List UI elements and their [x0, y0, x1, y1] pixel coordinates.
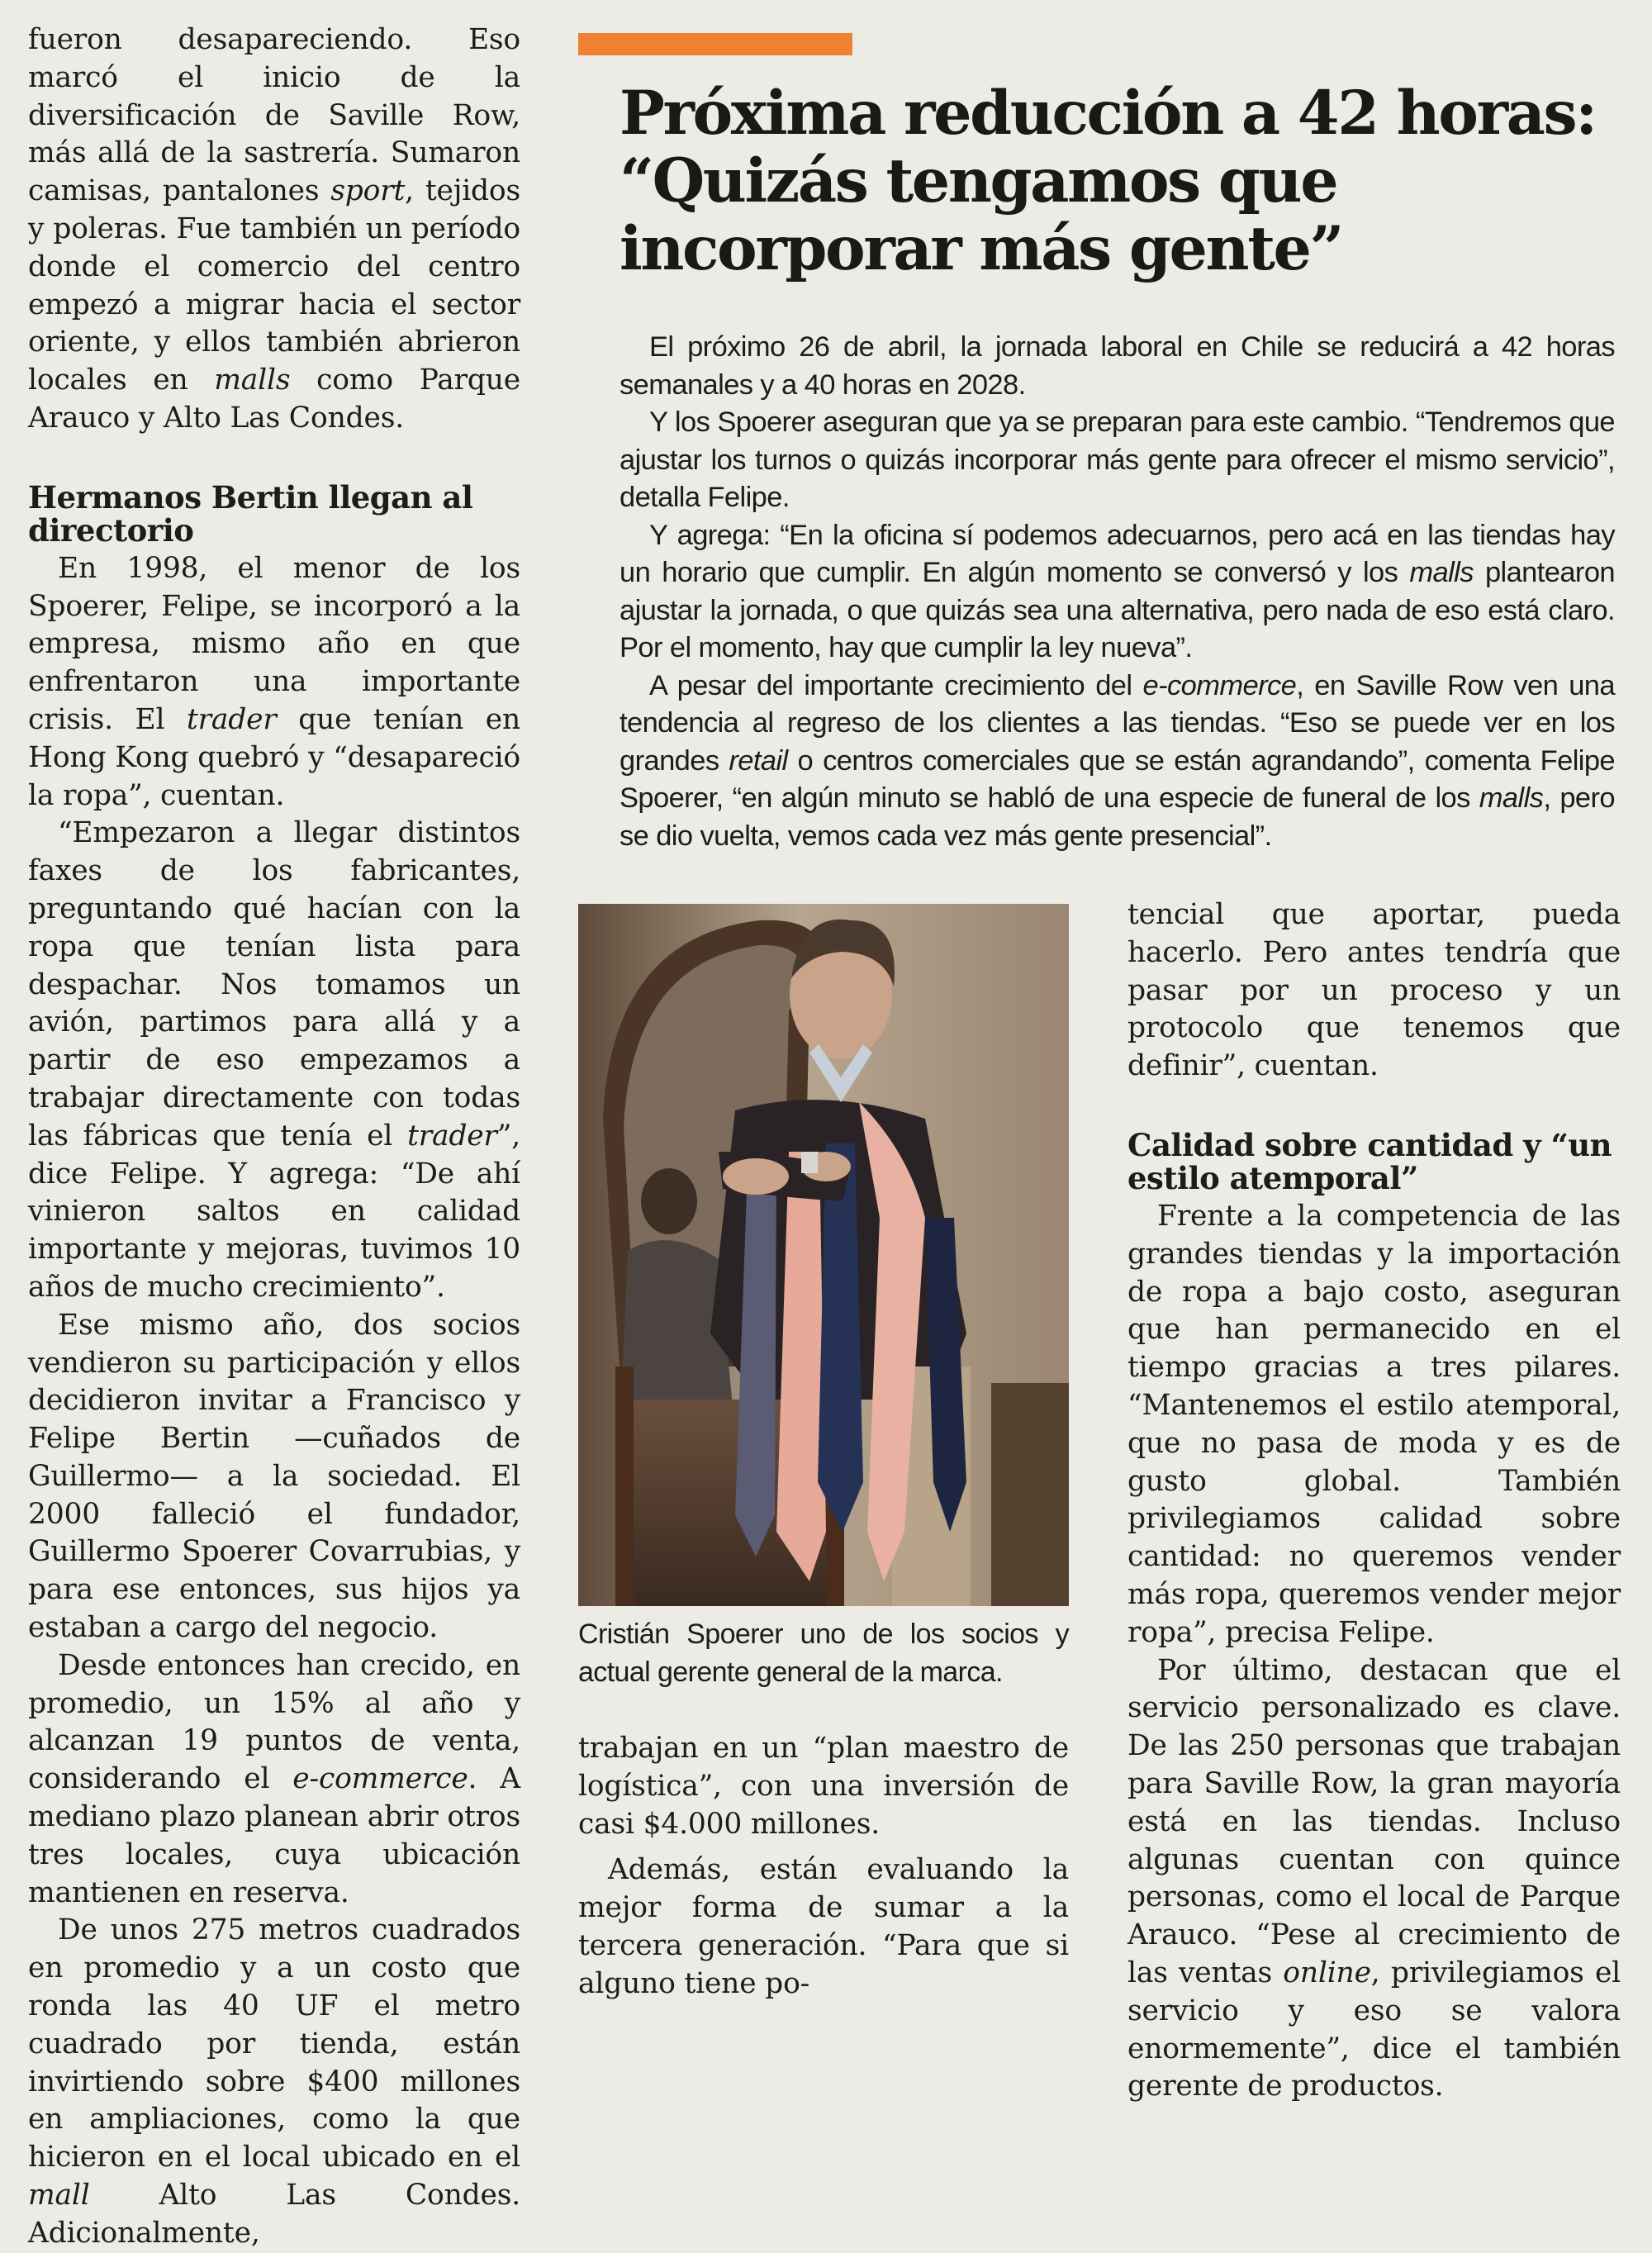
- photo-caption: Cristián Spoerer uno de los socios y actual gerente general de la marca.: [578, 1618, 1069, 1688]
- box-headline: Próxima reducción a 42 horas: “Quizás tengamos que incorporar más gente”: [620, 78, 1596, 284]
- paragraph: Por último, destacan que el servicio personalizado es clave. De las 250 personas que trabajan para Saville Row, la gran mayoría está en las tiendas. Incluso algunas cuentan con quince personas, como el local de Parque Arauco. “Pese al crecimiento de las ventas online, privilegiamos el servicio y eso se valora enormemente”, dice el también gerente de productos.: [1127, 1653, 1621, 2103]
- accent-bar: [578, 33, 852, 55]
- section-subheading: Calidad sobre cantidad y “un estilo atemporal”: [1127, 1126, 1612, 1196]
- paragraph: De unos 275 metros cuadrados en promedio y a un costo que ronda las 40 UF el metro cuadrado por tienda, están invirtiendo sobre $400 millones en ampliaciones, como la que hicieron en el local ubicado en el mall Alto Las Condes. Adicionalmente,: [28, 1913, 520, 2250]
- photo-illustration: [578, 904, 1069, 1606]
- paragraph: Desde entonces han crecido, en promedio, un 15% al año y alcanzan 19 puntos de venta, considerando el e-commerce. A mediano plazo planean abrir otros tres locales, cuya ubicación mantienen en reserva.: [28, 1648, 521, 1909]
- paragraph: Frente a la competencia de las grandes tiendas y la importación de ropa a bajo costo, aseguran que han permanecido en el tiempo gracias a tres pilares. “Mantenemos el estilo atemporal, que no pasa de moda y es de gusto global. También privilegiamos calidad sobre cantidad: no queremos vender más ropa, queremos vender mejor ropa”, precisa Felipe.: [1127, 1199, 1621, 1649]
- paragraph: Y los Spoerer aseguran que ya se preparan para este cambio. “Tendremos que ajustar los turnos o quizás incorporar más gente para ofrecer el mismo servicio”, detalla Felipe.: [620, 406, 1615, 513]
- right-column: [1127, 896, 1621, 2106]
- paragraph: Ese mismo año, dos socios vendieron su participación y ellos decidieron invitar a Francisco y Felipe Bertin —cuñados de Guillermo— a la sociedad. El 2000 falleció el fundador, Guillermo Spoerer Covarrubias, y para ese entonces, sus hijos ya estaban a cargo del negocio.: [28, 1308, 520, 1645]
- paragraph: tencial que aportar, pueda hacerlo. Pero antes tendría que pasar por un proceso y un protocolo que tenemos que definir”, cuentan.: [1127, 898, 1621, 1083]
- paragraph: El próximo 26 de abril, la jornada laboral en Chile se reducirá a 42 horas semanales y a 40 horas en 2028.: [620, 331, 1615, 401]
- paragraph: fueron desapareciendo. Eso marcó el inicio de la diversificación de Saville Row, más allá de la sastrería. Sumaron camisas, pantalones sport, tejidos y poleras. Fue también un período donde el comercio del centro empezó a migrar hacia el sector oriente, y ellos también abrieron locales en malls como Parque Arauco y Alto Las Condes.: [28, 23, 520, 435]
- paragraph: trabajan en un “plan maestro de logística”, con una inversión de casi $4.000 millones.: [578, 1732, 1069, 1841]
- paragraph: Además, están evaluando la mejor forma de sumar a la tercera generación. “Para que si alguno tiene po-: [578, 1853, 1069, 2000]
- paragraph: “Empezaron a llegar distintos faxes de los fabricantes, preguntando qué hacían con la ropa que tenían lista para despachar. Nos tomamos un avión, partimos para allá y a partir de eso empezamos a trabajar directamente con todas las fábricas que tenía el trader”, dice Felipe. Y agrega: “De ahí vinieron saltos en calidad importante y mejoras, tuvimos 10 años de mucho crecimiento”.: [28, 816, 520, 1304]
- middle-column: [578, 1730, 1069, 2003]
- paragraph: En 1998, el menor de los Spoerer, Felipe, se incorporó a la empresa, mismo año en que enfrentaron una importante crisis. El trader que tenían en Hong Kong quebró y “desapareció la ropa”, cuentan.: [28, 551, 521, 812]
- paragraph: A pesar del importante crecimiento del e-commerce, en Saville Row ven una tendencia al regreso de los clientes a las tiendas. “Eso se puede ver en los grandes retail o centros comerciales que se están agrandando”, comenta Felipe Spoerer, “en algún minuto se habló de una especie de funeral de los malls, pero se dio vuelta, vemos cada vez más gente presencial”.: [620, 669, 1615, 852]
- left-column: [28, 21, 520, 2253]
- portrait-photo: [578, 904, 1069, 1606]
- paragraph: Y agrega: “En la oficina sí podemos adecuarnos, pero acá en las tiendas hay un horario que cumplir. En algún momento se conversó y los malls plantearon ajustar la jornada, o que quizás sea una alternativa, pero nada de eso está claro. Por el momento, hay que cumplir la ley nueva”.: [620, 519, 1615, 663]
- box-body: [620, 329, 1615, 855]
- section-subheading: Hermanos Bertin llegan al directorio: [28, 478, 473, 549]
